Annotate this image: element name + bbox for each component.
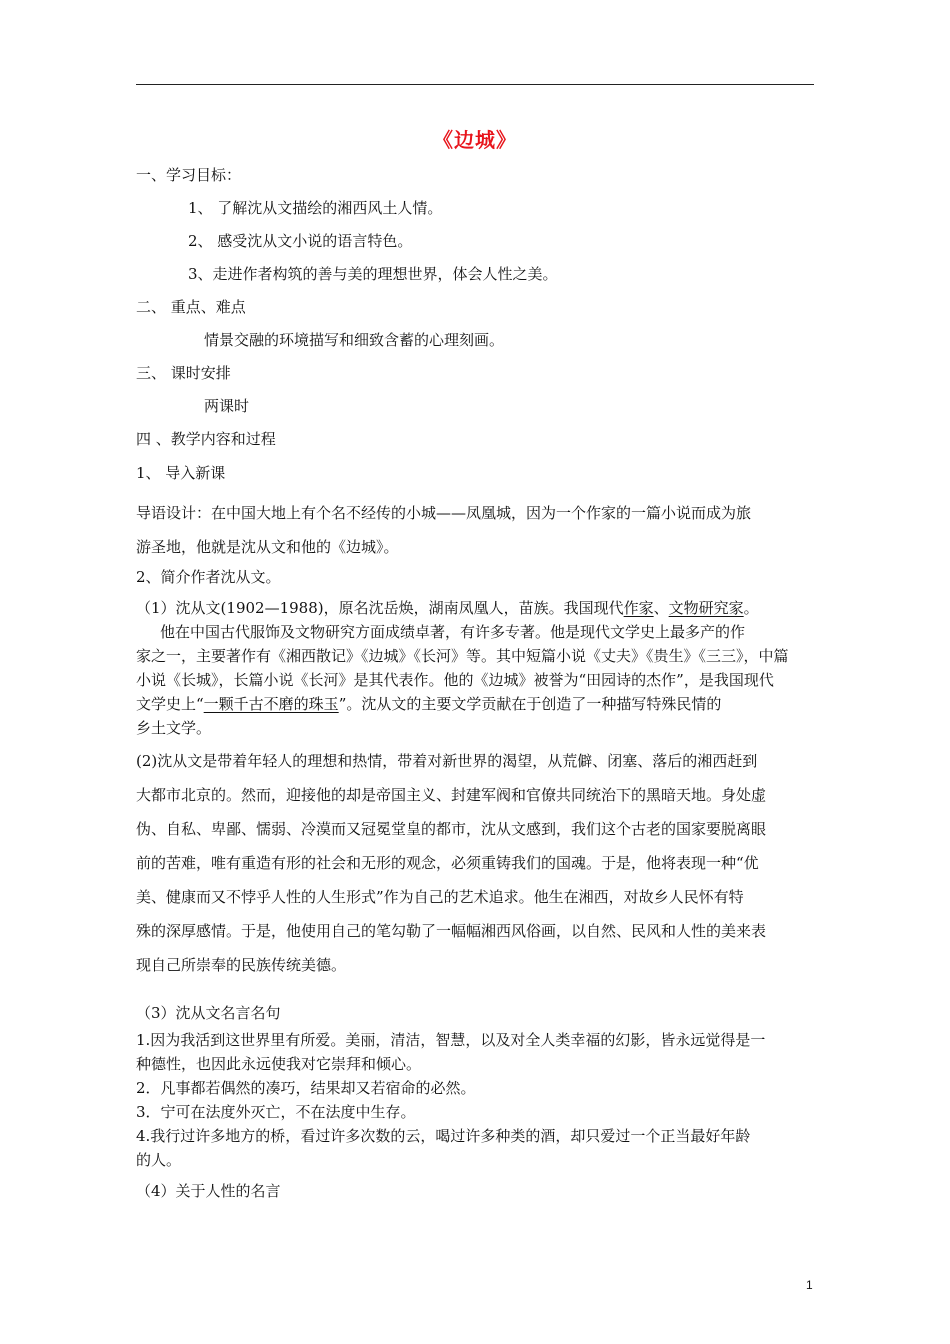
bio-paragraph-2 (136, 744, 815, 982)
text-run: （1）沈从文(1902—1988)，原名沈岳焕，湖南凤凰人，苗族。我国现代 (136, 599, 624, 617)
text-run: 文学史上“ (136, 695, 204, 713)
keypoints-text: 情景交融的环境描写和细致含蓄的心理刻画。 (204, 331, 505, 349)
paragraph-line: 家之一，主要著作有《湘西散记》《边城》《长河》等。其中短篇小说《丈夫》《贵生》《三三》，中篇 (136, 647, 789, 665)
intro-paragraph (136, 496, 815, 564)
quote-line: 3．宁可在法度外灭亡，不在法度中生存。 (136, 1103, 416, 1121)
paragraph-line: 美、健康而又不悖乎人性的人生形式”作为自己的艺术追求。他生在湘西，对故乡人民怀有特 (136, 888, 744, 906)
schedule-text: 两课时 (204, 397, 250, 415)
objective-item: 3、走进作者构筑的善与美的理想世界，体会人性之美。 (188, 265, 558, 283)
paragraph-line: 大都市北京的。然而，迎接他的却是帝国主义、封建军阀和官僚共同统治下的黑暗天地。身处虚 (136, 786, 767, 804)
paragraph-line (136, 692, 815, 716)
section-heading-objectives: 一、学习目标： (136, 166, 242, 184)
quotes-list (136, 1028, 815, 1172)
header-rule (136, 84, 814, 85)
quote-line: 种德性，也因此永远使我对它崇拜和倾心。 (136, 1055, 422, 1073)
text-run: ”。沈从文的主要文学贡献在于创造了一种描写特殊民情的 (338, 695, 722, 713)
quote-line: 2．凡事都若偶然的凑巧，结果却又若宿命的必然。 (136, 1079, 476, 1097)
text-run: 、 (653, 599, 669, 617)
link-writer[interactable]: 作家 (623, 599, 654, 617)
paragraph-line: 乡土文学。 (136, 719, 212, 737)
objective-item: 2、 感受沈从文小说的语言特色。 (188, 232, 413, 250)
humanity-heading: （4）关于人性的名言 (136, 1182, 281, 1200)
bio-paragraph-1 (136, 596, 815, 740)
paragraph-line (136, 596, 815, 620)
quote-line: 的人。 (136, 1151, 182, 1169)
section-heading-process: 四 、教学内容和过程 (136, 430, 276, 448)
quote-line: 4.我行过许多地方的桥，看过许多次数的云，喝过许多种类的酒，却只爱过一个正当最好年龄 (136, 1127, 751, 1145)
quote-line: 1.因为我活到这世界里有所爱。美丽，清洁，智慧，以及对全人类幸福的幻影，皆永远觉得是一 (136, 1031, 766, 1049)
step-heading-author: 2、简介作者沈从文。 (136, 568, 281, 586)
paragraph-line: 现自己所崇奉的民族传统美德。 (136, 956, 347, 974)
document-title: 《边城》 (433, 128, 517, 152)
link-cultural-researcher[interactable]: 文物研究家 (668, 599, 744, 617)
text-run: 。 (743, 599, 759, 617)
step-heading-intro: 1、 导入新课 (136, 464, 226, 482)
link-pearl-phrase[interactable]: 一颗千古不磨的珠玉 (203, 695, 339, 713)
section-heading-keypoints: 二、 重点、难点 (136, 298, 246, 316)
paragraph-line: 他在中国古代服饰及文物研究方面成绩卓著，有许多专著。他是现代文学史上最多产的作 (160, 623, 746, 641)
paragraph-line: 导语设计：在中国大地上有个名不经传的小城——凤凰城，因为一个作家的一篇小说而成为旅 (136, 504, 752, 522)
objective-item: 1、 了解沈从文描绘的湘西风土人情。 (188, 199, 443, 217)
quotes-heading: （3）沈从文名言名句 (136, 1004, 281, 1022)
paragraph-line: (2)沈从文是带着年轻人的理想和热情，带着对新世界的渴望，从荒僻、闭塞、落后的湘西赶到 (136, 752, 758, 770)
section-heading-schedule: 三、 课时安排 (136, 364, 231, 382)
paragraph-line: 殊的深厚感情。于是，他使用自己的笔勾勒了一幅幅湘西风俗画，以自然、民风和人性的美来表 (136, 922, 767, 940)
paragraph-line: 游圣地，他就是沈从文和他的《边城》。 (136, 538, 399, 556)
paragraph-line: 前的苦难，唯有重造有形的社会和无形的观念，必须重铸我们的国魂。于是，他将表现一种“优 (136, 854, 759, 872)
paragraph-line: 伪、自私、卑鄙、懦弱、冷漠而又冠冕堂皇的都市，沈从文感到，我们这个古老的国家要脱离眼 (136, 820, 767, 838)
paragraph-line: 小说《长城》，长篇小说《长河》是其代表作。他的《边城》被誉为“田园诗的杰作”，是我国现代 (136, 671, 774, 689)
page-number: 1 (806, 1278, 813, 1292)
